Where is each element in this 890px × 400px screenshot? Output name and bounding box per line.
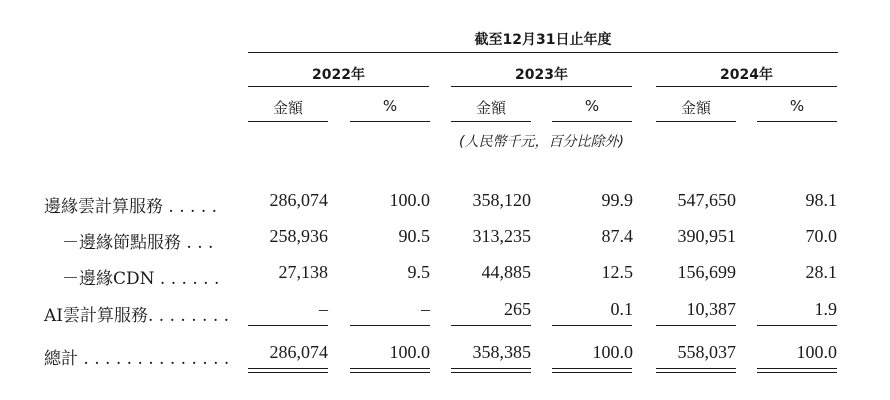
cell-amount-2022: – bbox=[319, 299, 328, 319]
year-rule-2023 bbox=[451, 86, 632, 87]
cell-percent-2024: 1.9 bbox=[814, 299, 837, 319]
row-label-edge-cloud: 邊緣雲計算服務 . . . . . bbox=[44, 197, 218, 217]
cell-percent-2023: 99.9 bbox=[601, 190, 633, 210]
column-rule bbox=[248, 121, 328, 122]
cell-percent-2024: 70.0 bbox=[805, 226, 837, 246]
cell-amount-2022: 286,074 bbox=[269, 190, 328, 210]
year-header-2024: 2024年 bbox=[720, 67, 773, 83]
percent-header: % bbox=[382, 97, 398, 115]
cell-amount-2022: 27,138 bbox=[278, 262, 328, 282]
total-double-rule bbox=[552, 372, 632, 373]
cell-amount-2024: 547,650 bbox=[677, 190, 736, 210]
cell-amount-2023: 358,120 bbox=[472, 190, 531, 210]
cell-amount-2023: 358,385 bbox=[472, 342, 531, 362]
column-rule bbox=[552, 121, 632, 122]
cell-percent-2023: 100.0 bbox=[592, 342, 633, 362]
total-double-rule bbox=[757, 372, 837, 373]
cell-amount-2022: 286,074 bbox=[269, 342, 328, 362]
amount-header: 金額 bbox=[680, 99, 711, 117]
total-double-rule bbox=[248, 368, 328, 369]
percent-header: % bbox=[789, 97, 805, 115]
cell-percent-2023: 12.5 bbox=[601, 262, 633, 282]
percent-header: % bbox=[584, 97, 600, 115]
cell-amount-2024: 10,387 bbox=[686, 299, 736, 319]
total-double-rule bbox=[350, 368, 430, 369]
cell-amount-2024: 558,037 bbox=[677, 342, 736, 362]
year-header-2023: 2023年 bbox=[515, 67, 568, 83]
cell-percent-2022: 100.0 bbox=[389, 342, 430, 362]
total-double-rule bbox=[757, 368, 837, 369]
total-double-rule bbox=[248, 372, 328, 373]
cell-amount-2023: 313,235 bbox=[472, 226, 531, 246]
subtotal-rule bbox=[451, 325, 531, 326]
cell-percent-2023: 0.1 bbox=[610, 299, 633, 319]
cell-percent-2023: 87.4 bbox=[601, 226, 633, 246]
amount-header: 金額 bbox=[475, 99, 506, 117]
cell-percent-2022: 9.5 bbox=[407, 262, 430, 282]
cell-percent-2022: 90.5 bbox=[398, 226, 430, 246]
cell-amount-2024: 156,699 bbox=[677, 262, 736, 282]
total-double-rule bbox=[552, 368, 632, 369]
amount-header: 金額 bbox=[272, 99, 303, 117]
column-rule bbox=[350, 121, 430, 122]
cell-percent-2024: 28.1 bbox=[805, 262, 837, 282]
year-rule-2024 bbox=[656, 86, 837, 87]
unit-note: (人民幣千元，百分比除外) bbox=[459, 134, 624, 150]
total-double-rule bbox=[451, 368, 531, 369]
cell-amount-2023: 44,885 bbox=[481, 262, 531, 282]
cell-amount-2023: 265 bbox=[504, 299, 531, 319]
row-label-total: 總計 . . . . . . . . . . . . . . bbox=[44, 349, 230, 369]
cell-percent-2024: 100.0 bbox=[796, 342, 837, 362]
subtotal-rule bbox=[656, 325, 736, 326]
column-rule bbox=[656, 121, 736, 122]
period-header: 截至12月31日止年度 bbox=[474, 32, 612, 48]
year-header-2022: 2022年 bbox=[312, 67, 365, 83]
total-double-rule bbox=[350, 372, 430, 373]
row-label-edge-cdn: －邊緣CDN . . . . . . bbox=[62, 269, 220, 289]
subtotal-rule bbox=[552, 325, 632, 326]
header-rule bbox=[248, 52, 838, 53]
column-rule bbox=[757, 121, 837, 122]
row-label-ai-cloud: AI雲計算服務. . . . . . . . bbox=[44, 306, 230, 326]
row-label-edge-node: －邊緣節點服務 . . . bbox=[62, 233, 214, 253]
subtotal-rule bbox=[757, 325, 837, 326]
cell-amount-2022: 258,936 bbox=[269, 226, 328, 246]
total-double-rule bbox=[451, 372, 531, 373]
year-rule-2022 bbox=[248, 86, 429, 87]
total-double-rule bbox=[656, 368, 736, 369]
cell-amount-2024: 390,951 bbox=[677, 226, 736, 246]
cell-percent-2022: – bbox=[421, 299, 430, 319]
cell-percent-2022: 100.0 bbox=[389, 190, 430, 210]
subtotal-rule bbox=[248, 325, 328, 326]
cell-percent-2024: 98.1 bbox=[805, 190, 837, 210]
subtotal-rule bbox=[350, 325, 430, 326]
column-rule bbox=[451, 121, 531, 122]
total-double-rule bbox=[656, 372, 736, 373]
